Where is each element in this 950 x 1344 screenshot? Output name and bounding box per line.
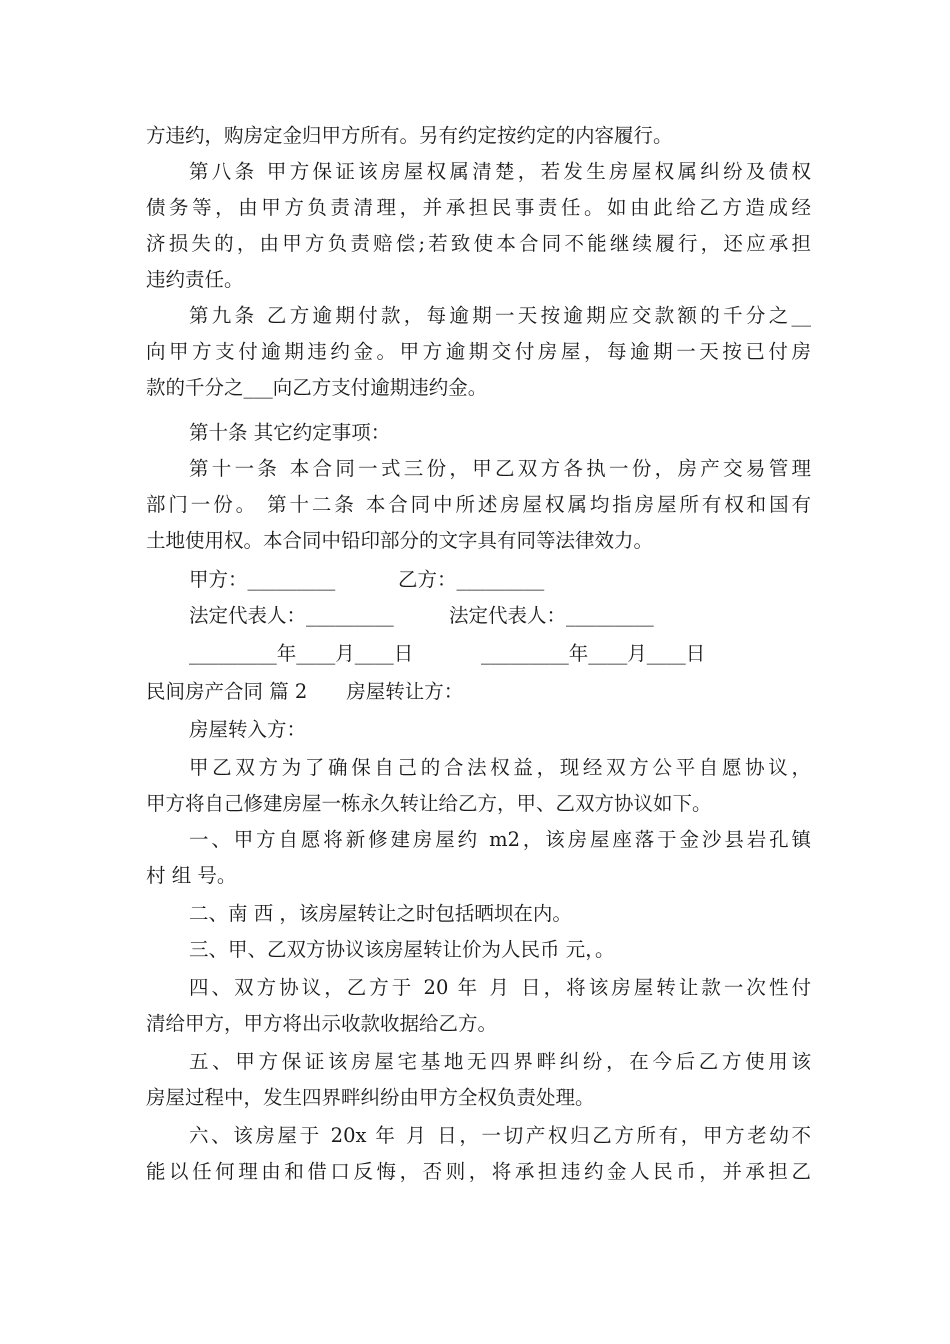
clause-6-line: 能以任何理由和借口反悔，否则，将承担违约金人民币，并承担乙: [146, 1160, 811, 1183]
article-8-line: 违约责任。: [146, 268, 244, 291]
party-a-representative: 法定代表人：_________: [189, 604, 394, 627]
article-11-line: 第十一条 本合同一式三份，甲乙双方各执一份，房产交易管理: [189, 457, 811, 480]
intro-line: 甲方将自己修建房屋一栋永久转让给乙方，甲、乙双方协议如下。: [146, 792, 712, 815]
party-a-date: _________年____月____日: [189, 642, 414, 665]
clause-4-line: 四、双方协议，乙方于 20 年 月 日，将该房屋转让款一次性付: [189, 976, 811, 999]
clause-2-line: 二、南 西 ，该房屋转让之时包括晒坝在内。: [189, 902, 572, 925]
paragraph-line: 方违约，购房定金归甲方所有。另有约定按约定的内容履行。: [146, 124, 673, 147]
party-a-signature: 甲方：_________: [189, 568, 336, 591]
clause-5-line: 五、甲方保证该房屋宅基地无四界畔纠纷，在今后乙方使用该: [189, 1050, 811, 1073]
party-b-date: _________年____月____日: [481, 642, 706, 665]
article-9-line: 向甲方支付逾期违约金。甲方逾期交付房屋，每逾期一天按已付房: [146, 340, 811, 363]
clause-6-line: 六、该房屋于 20x 年 月 日，一切产权归乙方所有，甲方老幼不: [189, 1124, 811, 1147]
clause-4-line: 清给甲方，甲方将出示收款收据给乙方。: [146, 1012, 498, 1035]
transferee-line: 房屋转入方：: [189, 718, 307, 741]
clause-5-line: 房屋过程中，发生四界畔纠纷由甲方全权负责处理。: [146, 1086, 595, 1109]
article-8-line: 济损失的，由甲方负责赔偿;若致使本合同不能继续履行，还应承担: [146, 232, 811, 255]
section-heading: 民间房产合同 篇 2 房屋转让方：: [146, 680, 464, 703]
party-b-representative: 法定代表人：_________: [449, 604, 654, 627]
article-9-line: 款的千分之___向乙方支付逾期违约金。: [146, 376, 488, 399]
party-b-signature: 乙方：_________: [398, 568, 545, 591]
article-8-line: 第八条 甲方保证该房屋权属清楚，若发生房屋权属纠纷及债权: [189, 160, 811, 183]
clause-3-line: 三、甲、乙双方协议该房屋转让价为人民币 元，。: [189, 938, 615, 961]
clause-1-line: 一、甲方自愿将新修建房屋约 m2，该房屋座落于金沙县岩孔镇: [189, 828, 811, 851]
article-10-line: 第十条 其它约定事项：: [189, 421, 391, 444]
article-9-line: 第九条 乙方逾期付款，每逾期一天按逾期应交款额的千分之__: [189, 304, 811, 327]
intro-line: 甲乙双方为了确保自己的合法权益，现经双方公平自愿协议，: [189, 756, 811, 779]
article-11-line: 土地使用权。本合同中铅印部分的文字具有同等法律效力。: [146, 529, 654, 552]
article-11-line: 部门一份。 第十二条 本合同中所述房屋权属均指房屋所有权和国有: [146, 493, 811, 516]
clause-1-line: 村 组 号。: [146, 864, 237, 887]
article-8-line: 债务等，由甲方负责清理，并承担民事责任。如由此给乙方造成经: [146, 196, 811, 219]
